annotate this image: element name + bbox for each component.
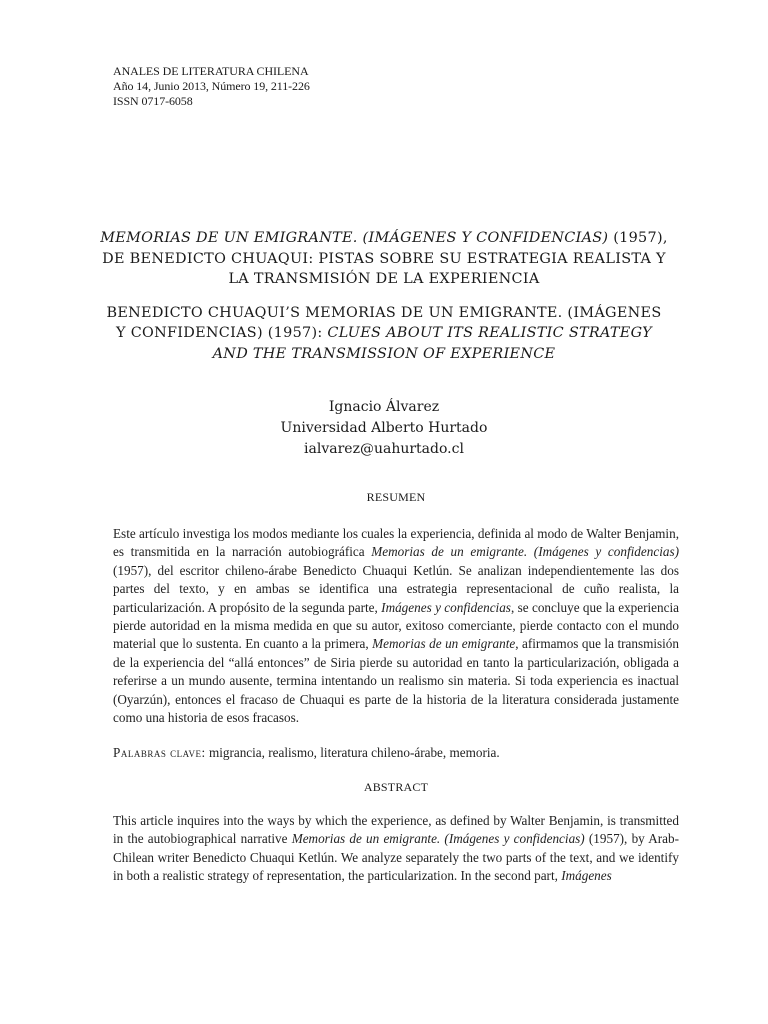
title-english-plain: BENEDICTO CHUAQUI’S MEMORIAS DE UN EMIGRANTE. (IMÁGENES Y CONFIDENCIAS) (1957): — [106, 304, 662, 341]
author-name: Ignacio Álvarez — [328, 399, 440, 415]
title-spanish-italic: MEMORIAS DE UN EMIGRANTE. (IMÁGENES Y CONFIDENCIAS) — [100, 230, 609, 246]
resumen-text-3: , se concluye que la experiencia pierde autoridad en la misma medida en que su autor, exitoso comerciante, pierde contacto con el mundo material que lo sustenta. En cuanto a la primera, — [113, 599, 679, 652]
abstract-italic-2: Imágenes — [561, 868, 612, 884]
journal-issue: Año 14, Junio 2013, Número 19, 211-226 — [113, 79, 310, 93]
abstract-text-1: This article inquires into the ways by which the experience, as defined by Walter Benjamin, is transmitted in the autobiographical narrative — [113, 813, 679, 847]
keywords-value: migrancia, realismo, literatura chileno-árabe, memoria. — [205, 745, 500, 760]
resumen-text-4: , afirmamos que la transmisión de la experiencia del “allá entonces” de Siria pierde su autoridad en tanto la particularización, obligada a referirse a un mundo ausente, termina intentando un realismo sin materia. Si toda experiencia es inactual (Oyarzún), entonces el fracaso de Chuaqui es parte de la historia de la literatura considerada justamente como una historia de esos fracasos. — [113, 636, 679, 726]
abstract-heading: ABSTRACT — [363, 780, 429, 794]
title-block — [100, 228, 668, 364]
resumen-italic-1: Memorias de un emigrante. (Imágenes y confidencias) — [371, 544, 679, 560]
title-spanish — [100, 228, 668, 290]
keywords-label: Palabras clave: — [113, 745, 206, 760]
resumen-italic-2: Imágenes y confidencias — [381, 599, 511, 615]
abstract-text-2: (1957), by Arab-Chilean writer Benedicto Chuaqui Ketlún. We analyze separately the two parts of the text, and we identify in both a realistic strategy of representation, the particularization. In the second part, — [113, 831, 679, 884]
keywords-line — [113, 744, 679, 762]
abstract-italic-1: Memorias de un emigrante. (Imágenes y confidencias) — [291, 831, 585, 847]
journal-issn: ISSN 0717-6058 — [113, 94, 193, 108]
author-email: ialvarez@uahurtado.cl — [304, 441, 464, 457]
author-block — [100, 397, 668, 460]
resumen-italic-3: Memorias de un emigrante — [372, 636, 516, 652]
journal-header — [113, 64, 310, 109]
resumen-paragraph — [113, 525, 679, 727]
title-spanish-rest: (1957), DE BENEDICTO CHUAQUI: PISTAS SOBRE SU ESTRATEGIA REALISTA Y LA TRANSMISIÓN DE LA EXPERIENCIA — [102, 230, 668, 287]
abstract-paragraph — [113, 812, 679, 890]
title-english-italic: CLUES ABOUT ITS REALISTIC STRATEGY AND THE TRANSMISSION OF EXPERIENCE — [212, 325, 652, 362]
journal-name: ANALES DE LITERATURA CHILENA — [113, 64, 309, 78]
resumen-heading: RESUMEN — [366, 490, 426, 504]
title-english — [100, 303, 668, 365]
author-affiliation: Universidad Alberto Hurtado — [280, 420, 488, 436]
resumen-text-2: (1957), del escritor chileno-árabe Benedicto Chuaqui Ketlún. Se analizan independientemente las dos partes del texto, y en ambas se identifica una estrategia representacional de cuño realista, la particularización. A propósito de la segunda parte, — [113, 562, 679, 615]
resumen-text-1: Este artículo investiga los modos mediante los cuales la experiencia, definida al modo de Walter Benjamin, es transmitida en la narración autobiográfica — [113, 526, 679, 560]
